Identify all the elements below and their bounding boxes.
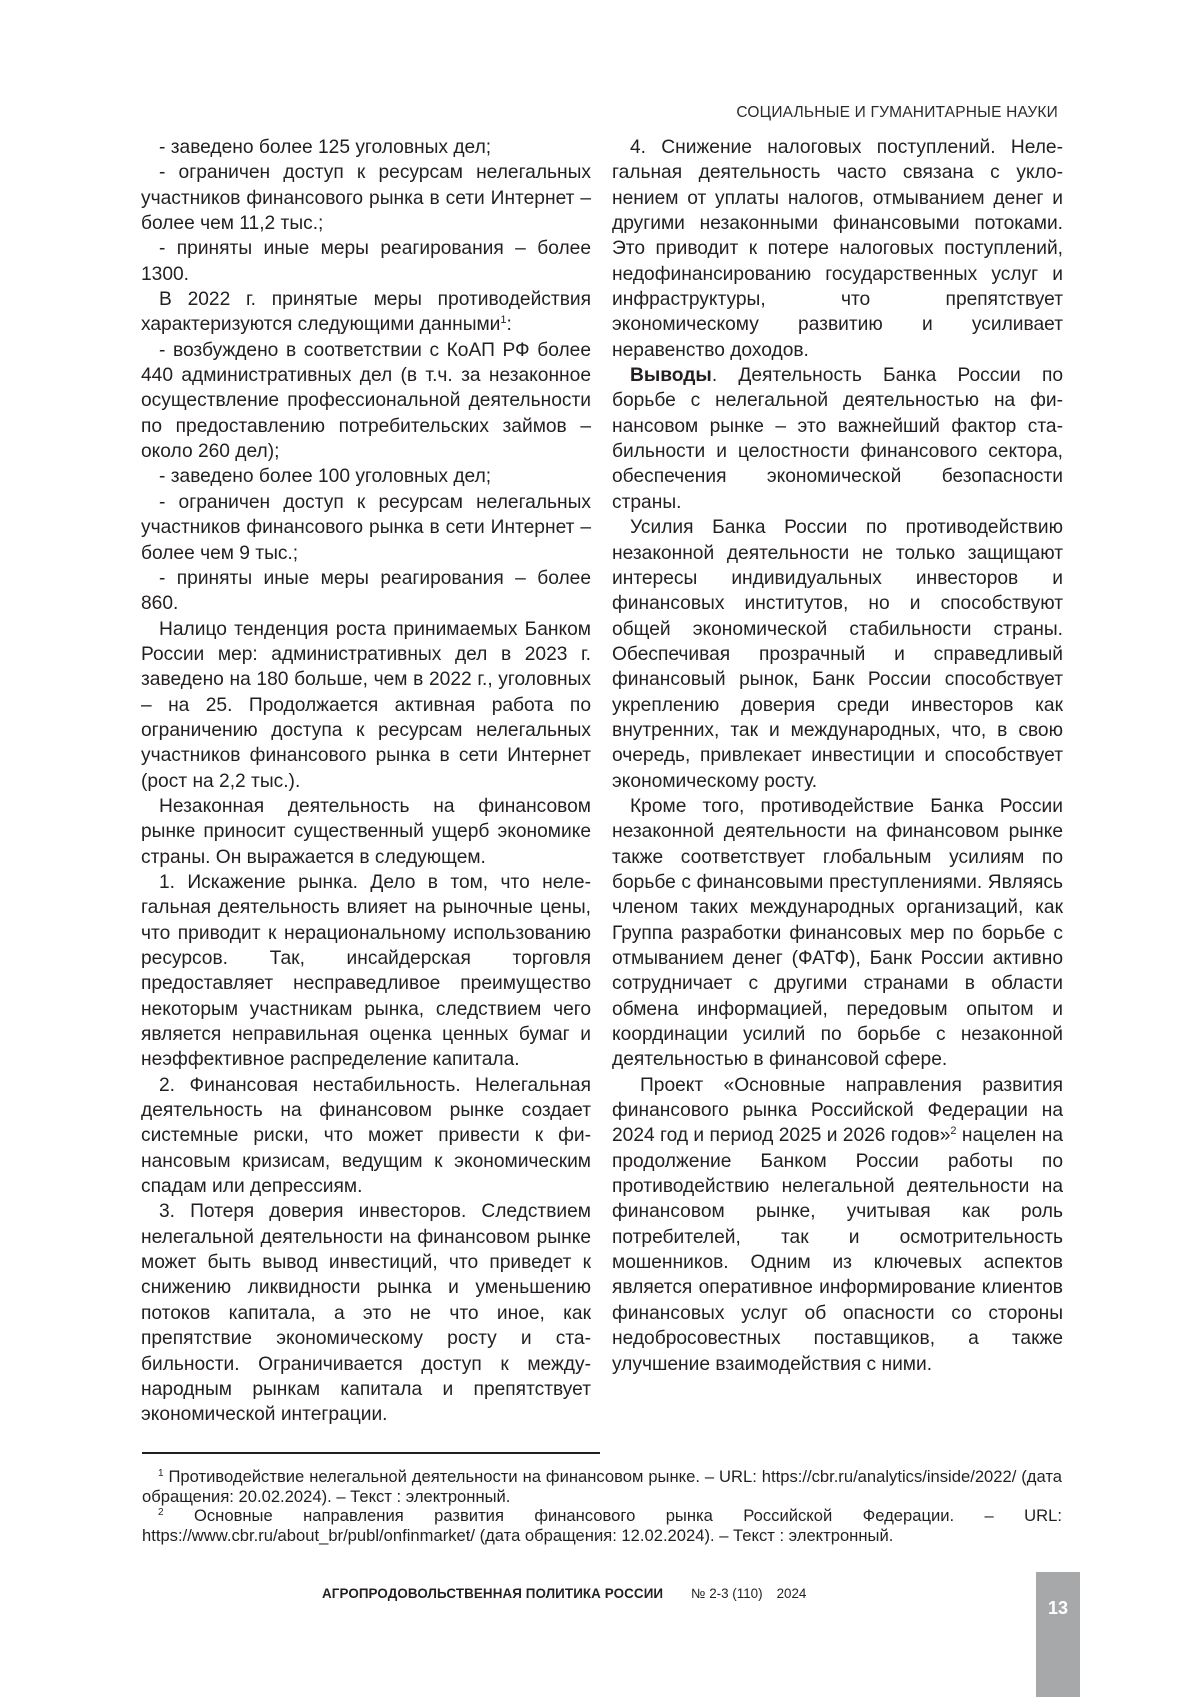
paragraph: - приняты иные меры реагирования – более 860. [141, 567, 591, 615]
paragraph: - ограничен доступ к ресурсам нелегальных участников финансового рынка в сети Интернет – более чем 11,2 тыс.; [141, 162, 591, 235]
right-text-column [612, 135, 1063, 1377]
footnote-ref[interactable]: 2 [950, 1125, 957, 1138]
footnote-number: 1 [158, 1468, 164, 1479]
paragraph-text: В 2022 г. принятые меры противодействия характеризуются следующими данными [141, 289, 591, 336]
paragraph: 2. Финансовая нестабильность. Нелегальная деятельность на финансовом рынке создает системные риски, что может привести к финансовым кризисам, ведущим к экономическим спадам или депрессиям. [141, 1074, 591, 1198]
issue-year: 2024 [776, 1586, 807, 1601]
footnote [142, 1467, 1062, 1506]
journal-name: АГРОПРОДОВОЛЬСТВЕННАЯ ПОЛИТИКА РОССИИ [322, 1586, 664, 1601]
issue-number: № 2-3 (110) [691, 1586, 763, 1601]
footnote-separator [142, 1452, 600, 1454]
paragraph-text: : [506, 314, 512, 336]
paragraph: - заведено более 125 уголовных дел; [159, 137, 492, 158]
journal-footer [322, 1586, 806, 1601]
paragraph: Кроме того, противодействие Банка России незаконной деятельности на финансовом рынке также соответствует глобальным усилиям по борьбе с финансовыми преступлениями. Являясь членом таких международных организаций, как Группа разработки финансовых мер по борьбе с отмыванием денег (ФАТФ), Банк России активно сотрудничает с другими странами в области обмена информацией, передовым опытом и координации усилий по борьбе с незаконной деятельностью в финансовой сфере. [612, 795, 1063, 1071]
footnote-number: 2 [158, 1507, 164, 1518]
conclusions-heading: Выводы [630, 365, 712, 387]
paragraph: - приняты иные меры реагирования – более 1300. [141, 238, 591, 285]
paragraph [141, 287, 591, 338]
paragraph [612, 1073, 1063, 1377]
paragraph: Налицо тенденция роста принимаемых Банком России мер: административных дел в 2023 г. заведено на 180 больше, чем в 2022 г., уголовных – на 25. Продолжается активная работа по ограничению доступа к ресурсам нелегальных участников финансового рынка в сети Интернет (рост на 2,2 тыс.). [141, 618, 591, 792]
paragraph: 4. Снижение налоговых поступлений. Нелегальная деятельность часто связана с уклонением от уплаты налогов, отмыванием денег и другими незаконными финансовыми потоками. Это приводит к потере налоговых поступлений, недофинансированию государственных услуг и инфраструктуры, что препятствует экономическому развитию и усиливает неравенство доходов. [612, 137, 1063, 361]
page-number-tab [1036, 1572, 1080, 1697]
paragraph: Незаконная деятельность на финансовом рынке приносит существенный ущерб экономике страны. Он выражается в следующем. [141, 795, 591, 868]
footnote [142, 1506, 1062, 1545]
paragraph: - возбуждено в соответствии с КоАП РФ более 440 административных дел (в т.ч. за незаконное осуществление профессиональной деятельности по предоставлению потребительских займов – около 260 дел); [141, 339, 591, 463]
running-head-section-title: СОЦИАЛЬНЫЕ И ГУМАНИТАРНЫЕ НАУКИ [736, 104, 1058, 121]
left-text-column [141, 135, 591, 1428]
paragraph-text: . Деятельность Банка России по борьбе с нелегальной деятельностью на финансовом рынке – это важнейший фактор стабильности и целостности финансового сектора, обеспечения экономической безопасности страны. [612, 365, 1063, 513]
paragraph: Усилия Банка России по противодействию незаконной деятельности не только защищают интересы индивидуальных инвесторов и финансовых институтов, но и способствуют общей экономической стабильности страны. Обеспечивая прозрачный и справедливый финансовый рынок, Банк России способствует укреплению доверия среди инвесторов как внутренних, так и международных, что, в свою очередь, привлекает инвестиции и способствует экономическому росту. [612, 517, 1063, 792]
footnote-text: Основные направления развития финансового рынка Российской Федерации. – URL: https://www.cbr.ru/about_br/publ/onfinmarket/ (дата обращения: 12.02.2024). – Текст : электронный. [142, 1506, 1062, 1545]
footnote-ref[interactable]: 1 [500, 314, 507, 327]
paragraph: - заведено более 100 уголовных дел; [159, 466, 492, 488]
paragraph-text: нацелен на продолжение Банком России работы по противодействию нелегальной деятельности на финансовом рынке, учитывая как роль потребителей, так и осмотрительность мошенников. Одним из ключевых аспектов является оперативное информирование клиентов финансовых услуг об опасности со стороны недобросовестных поставщиков, а также улучшение взаимодействия с ними. [612, 1125, 1063, 1375]
page-number: 13 [1047, 1598, 1069, 1618]
footnotes [142, 1467, 1062, 1545]
footnote-text: Противодействие нелегальной деятельности на финансовом рынке. – URL: https://cbr.ru/analytics/inside/2022/ (дата обращения: 20.02.2024). – Текст : электронный. [142, 1467, 1062, 1506]
paragraph-text: Проект «Основные направления развития финансового рынка Российской Федерации на 2024 год и период 2025 и 2026 годов» [612, 1074, 1063, 1147]
paragraph: 3. Потеря доверия инвесторов. Следствием нелегальной деятельности на финансовом рынке может быть вывод инвестиций, что приведет к снижению ликвидности рынка и уменьшению потоков капитала, а это не что иное, как препятствие экономическому росту и стабильности. Ограничивается доступ к международным рынкам капитала и препятствует экономической интеграции. [141, 1201, 591, 1426]
paragraph: 1. Искажение рынка. Дело в том, что нелегальная деятельность влияет на рыночные цены, что приводит к нерациональному использованию ресурсов. Так, инсайдерская торговля предоставляет несправедливое преимущество некоторым участникам рынка, следствием чего является неправильная оценка ценных бумаг и неэффективное распределение капитала. [141, 871, 591, 1071]
paragraph [612, 363, 1063, 515]
paragraph: - ограничен доступ к ресурсам нелегальных участников финансового рынка в сети Интернет – более чем 9 тыс.; [141, 491, 591, 564]
